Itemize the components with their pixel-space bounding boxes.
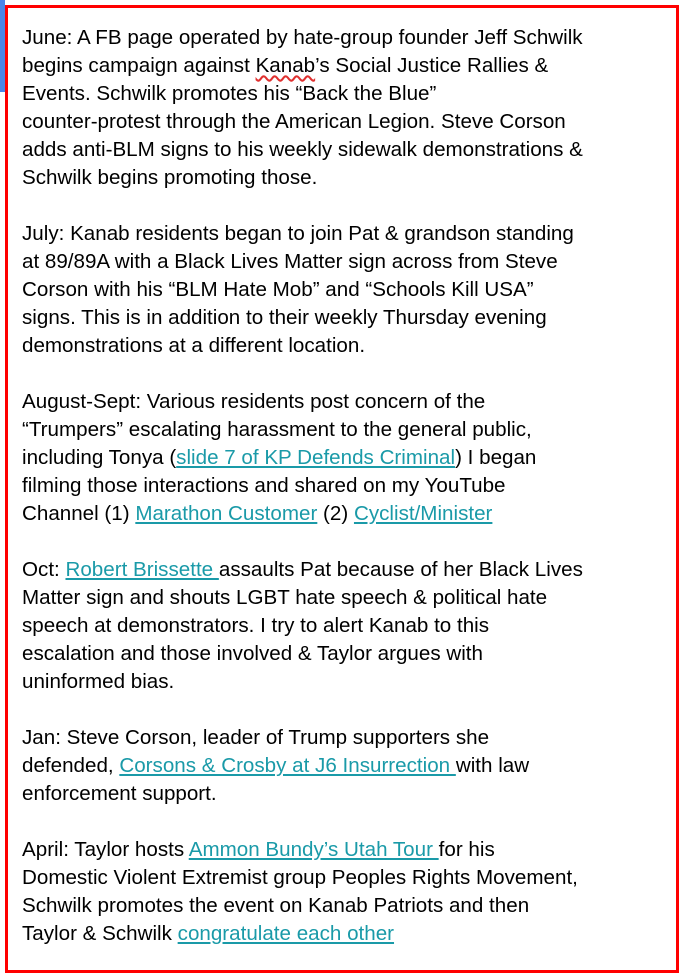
paragraph-august-sept: [22, 388, 672, 528]
text-line: Events. Schwilk promotes his “Back the Blue”: [22, 82, 437, 105]
text-line: Matter sign and shouts LGBT hate speech & political hate: [22, 586, 548, 609]
text-line: enforcement support.: [22, 782, 217, 805]
text-segment: Taylor & Schwilk: [22, 922, 178, 945]
text-line: [22, 52, 672, 80]
selection-marker: [0, 0, 5, 92]
text-segment: including Tonya (: [22, 446, 177, 469]
paragraph-oct: [22, 556, 672, 696]
paragraph-jan: [22, 724, 672, 808]
text-line: demonstrations at a different location.: [22, 334, 366, 357]
text-line: at 89/89A with a Black Lives Matter sign across from Steve: [22, 250, 558, 273]
text-line: speech at demonstrators. I try to alert Kanab to this: [22, 614, 490, 637]
spellcheck-word: Kanab: [255, 54, 316, 77]
text-line: [22, 556, 672, 584]
text-line: August-Sept: Various residents post concern of the: [22, 390, 486, 413]
link-kp-defends-criminal[interactable]: slide 7 of KP Defends Criminal: [176, 446, 456, 469]
text-line: signs. This is in addition to their weekly Thursday evening: [22, 306, 547, 329]
text-segment: begins campaign against: [22, 54, 256, 77]
text-line: Schwilk begins promoting those.: [22, 166, 318, 189]
text-segment: April: Taylor hosts: [22, 838, 189, 861]
link-congratulate[interactable]: congratulate each other: [177, 922, 395, 945]
text-line: counter-protest through the American Legion. Steve Corson: [22, 110, 566, 133]
text-segment: ) I began: [455, 446, 537, 469]
text-line: uninformed bias.: [22, 670, 175, 693]
link-utah-tour[interactable]: Ammon Bundy’s Utah Tour: [188, 838, 439, 861]
text-segment: ’s Social Justice Rallies &: [315, 54, 549, 77]
link-cyclist-minister[interactable]: Cyclist/Minister: [353, 502, 493, 525]
text-line: [22, 836, 672, 864]
link-marathon-customer[interactable]: Marathon Customer: [135, 502, 318, 525]
text-line: Domestic Violent Extremist group Peoples Rights Movement,: [22, 866, 578, 889]
link-j6-insurrection[interactable]: Corsons & Crosby at J6 Insurrection: [119, 754, 456, 777]
text-segment: defended,: [22, 754, 120, 777]
text-segment: for his: [438, 838, 495, 861]
paragraph-july: [22, 220, 672, 360]
text-line: Jan: Steve Corson, leader of Trump supporters she: [22, 726, 490, 749]
text-segment: assaults Pat because of her Black Lives: [218, 558, 583, 581]
text-segment: Oct:: [22, 558, 66, 581]
text-line: “Trumpers” escalating harassment to the general public,: [22, 418, 532, 441]
text-line: [22, 920, 672, 948]
document-body: [22, 24, 672, 976]
text-line: [22, 752, 672, 780]
text-segment: with law: [455, 754, 530, 777]
text-line: June: A FB page operated by hate-group founder Jeff Schwilk: [22, 26, 583, 49]
text-line: Schwilk promotes the event on Kanab Patriots and then: [22, 894, 530, 917]
link-robert-brissette[interactable]: Robert Brissette: [65, 558, 219, 581]
text-line: July: Kanab residents began to join Pat & grandson standing: [22, 222, 574, 245]
paragraph-june: [22, 24, 672, 192]
text-segment: (2): [317, 502, 354, 525]
text-line: [22, 444, 672, 472]
text-line: escalation and those involved & Taylor argues with: [22, 642, 483, 665]
text-line: filming those interactions and shared on my YouTube: [22, 474, 506, 497]
text-segment: Channel (1): [22, 502, 136, 525]
paragraph-april: [22, 836, 672, 948]
text-line: adds anti-BLM signs to his weekly sidewalk demonstrations &: [22, 138, 583, 161]
text-line: [22, 500, 672, 528]
text-line: Corson with his “BLM Hate Mob” and “Schools Kill USA”: [22, 278, 534, 301]
